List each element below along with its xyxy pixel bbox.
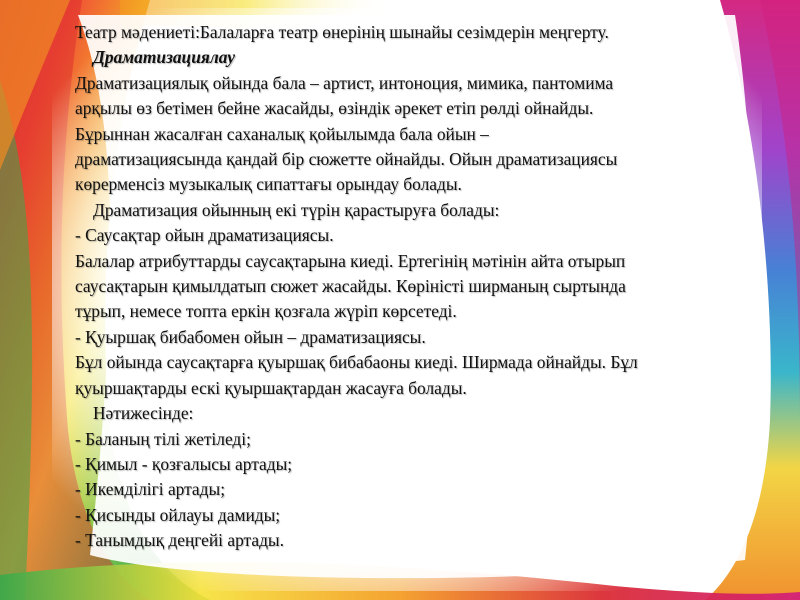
paragraph-line: драматизациясында қандай бір сюжетте ойнайды. Ойын драматизациясы bbox=[75, 149, 618, 170]
paragraph-line: арқылы өз бетімен бейне жасайды, өзіндік әрекет етіп рөлді ойнайды. bbox=[75, 98, 594, 119]
paragraph-line: Бұл ойында саусақтарға қуыршақ бибабаоны киеді. Ширмада ойнайды. Бұл bbox=[75, 352, 638, 373]
slide-text-block bbox=[75, 20, 775, 554]
paragraph-line: қуыршақтарды ескі қуыршақтардан жасауға болады. bbox=[75, 377, 467, 398]
bullet-line: - Танымдық деңгейі артады. bbox=[75, 530, 284, 551]
bullet-line: - Қимыл - қозғалысы артады; bbox=[75, 453, 293, 474]
intro-line: Театр мәдениеті:Балаларға театр өнерінің шынайы сезімдерін меңгерту. bbox=[75, 22, 609, 42]
results-heading: Нәтижесінде: bbox=[93, 403, 194, 424]
paragraph-line: көрерменсіз музыкалық сипаттағы орындау болады. bbox=[75, 174, 462, 195]
paragraph-line: Балалар атрибуттарды саусақтарына киеді. Ертегінің мәтінін айта отырып bbox=[75, 250, 626, 271]
paragraph-line: Бұрыннан жасалған саханалық қойылымда бала ойын – bbox=[75, 123, 489, 144]
indented-paragraph-line: Драматизация ойынның екі түрін қарастыруға болады: bbox=[93, 199, 500, 220]
bullet-line: - Икемділігі артады; bbox=[75, 479, 226, 500]
section-heading: Драматизациялау bbox=[93, 47, 235, 68]
bullet-line: - Қуыршақ бибабомен ойын – драматизациясы. bbox=[75, 326, 426, 347]
bullet-line: - Баланың тілі жетіледі; bbox=[75, 428, 251, 449]
paragraph-line: тұрып, немесе топта еркін қозғала жүріп көрсетеді. bbox=[75, 301, 457, 322]
bullet-line: - Қисынды ойлауы дамиды; bbox=[75, 504, 281, 525]
paragraph-line: саусақтарын қимылдатып сюжет жасайды. Көріністі ширманың сыртында bbox=[75, 276, 626, 297]
bullet-line: - Саусақтар ойын драматизациясы. bbox=[75, 225, 334, 246]
paragraph-line: Драматизациялық ойында бала – артист, интоноция, мимика, пантомима bbox=[75, 72, 614, 93]
